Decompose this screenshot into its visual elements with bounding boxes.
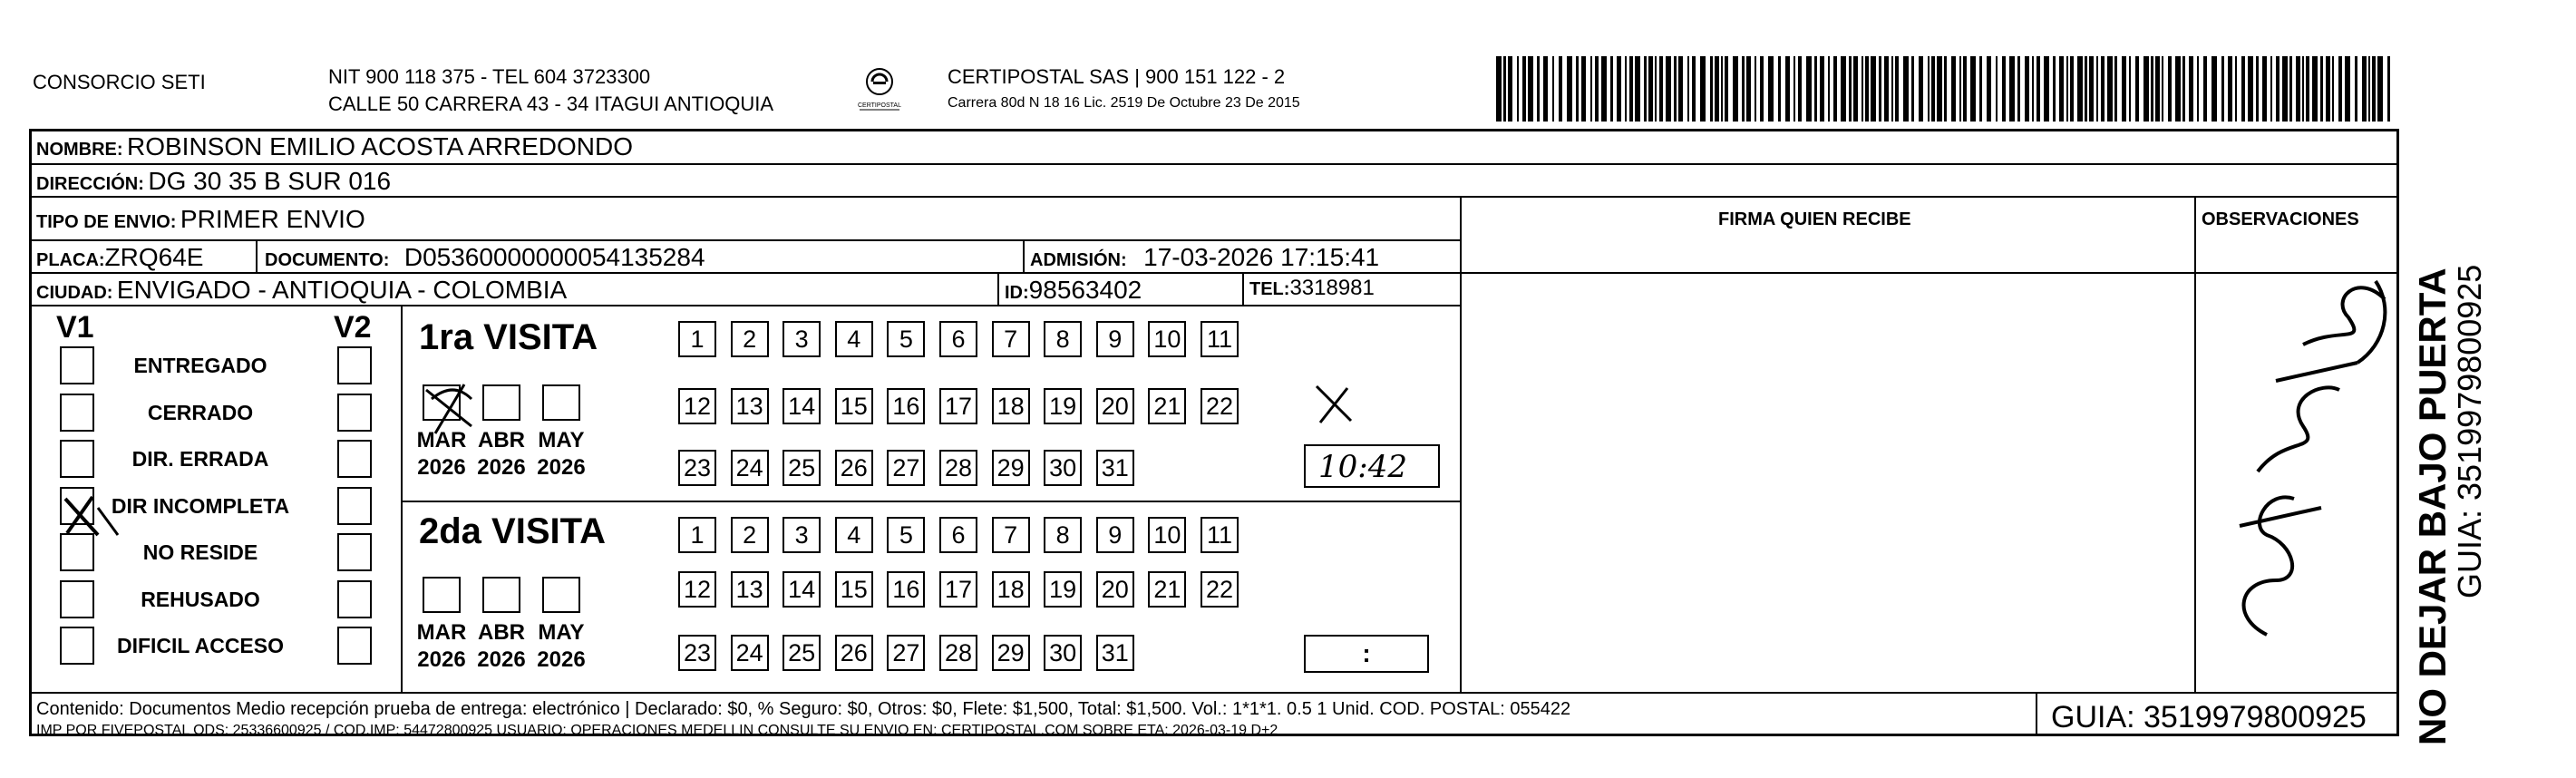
day-checkbox-19[interactable]: 19: [1044, 388, 1082, 424]
direccion-label: DIRECCIÓN:: [36, 174, 144, 194]
day-checkbox-6[interactable]: 6: [939, 517, 977, 553]
day-checkbox-28[interactable]: 28: [939, 450, 977, 486]
status-label: NO RESIDE: [142, 540, 258, 564]
day-checkbox-23[interactable]: 23: [678, 635, 716, 671]
day-checkbox-20[interactable]: 20: [1096, 571, 1134, 608]
day-checkbox-23[interactable]: 23: [678, 450, 716, 486]
day-checkbox-13[interactable]: 13: [731, 388, 769, 424]
company-name: CONSORCIO SETI: [33, 71, 206, 93]
mar-month-check-mark: [426, 384, 471, 433]
day-checkbox-16[interactable]: 16: [887, 388, 925, 424]
footer-guia-box: GUIA: 3519979800925: [2051, 700, 2367, 734]
day-checkbox-12[interactable]: 12: [678, 571, 716, 608]
day-checkbox-2[interactable]: 2: [731, 321, 769, 357]
day-checkbox-24[interactable]: 24: [731, 635, 769, 671]
month-label: MAR: [416, 428, 467, 452]
day-checkbox-9[interactable]: 9: [1096, 321, 1134, 357]
day-checkbox-3[interactable]: 3: [783, 517, 821, 553]
day-checkbox-28[interactable]: 28: [939, 635, 977, 671]
day-checkbox-6[interactable]: 6: [939, 321, 977, 357]
dir-incompleta-check-mark: [65, 497, 118, 535]
day-checkbox-27[interactable]: 27: [887, 450, 925, 486]
certipostal-line: CERTIPOSTAL SAS | 900 151 122 - 2: [948, 65, 1286, 88]
day-checkbox-31[interactable]: 31: [1096, 450, 1134, 486]
day-checkbox-5[interactable]: 5: [887, 517, 925, 553]
footer-contenido: Contenido: Documentos Medio recepción prueba de entrega: electrónico | Declarado: $0, % Seguro: $0, Otros: $0, Flete: $1,500, Total: $1,500. Vol.: 1*1*1. 0.5 1 Unid. COD. POSTAL: 055422: [36, 699, 1571, 719]
day-checkbox-1[interactable]: 1: [678, 321, 716, 357]
day-checkbox-25[interactable]: 25: [783, 635, 821, 671]
day-checkbox-3[interactable]: 3: [783, 321, 821, 357]
signature: [2240, 281, 2385, 635]
placa-label: PLACA:: [36, 250, 105, 270]
company-address: CALLE 50 CARRERA 43 - 34 ITAGUI ANTIOQUIA: [328, 92, 774, 115]
day-checkbox-30[interactable]: 30: [1044, 635, 1082, 671]
visit2-title: 2da VISITA: [419, 511, 606, 551]
day-checkbox-14[interactable]: 14: [783, 388, 821, 424]
status-label: DIR. ERRADA: [131, 447, 269, 471]
month-year: 2026: [417, 647, 466, 672]
tipo-envio-value: PRIMER ENVIO: [180, 205, 365, 233]
side-guia: GUIA: 3519979800925: [2451, 264, 2488, 598]
visit1-time-handwritten: 10:42: [1318, 449, 1407, 485]
documento-label: DOCUMENTO:: [265, 250, 390, 270]
visit1-time-box: [1304, 444, 1440, 488]
v2-label: V2: [334, 310, 372, 345]
day-checkbox-29[interactable]: 29: [992, 635, 1030, 671]
day-checkbox-18[interactable]: 18: [992, 571, 1030, 608]
firma-header: FIRMA QUIEN RECIBE: [1718, 209, 1911, 229]
visit2-time-placeholder: :: [1362, 639, 1371, 667]
day-checkbox-19[interactable]: 19: [1044, 571, 1082, 608]
day-checkbox-7[interactable]: 7: [992, 321, 1030, 357]
day-21-check-mark: [1317, 386, 1351, 423]
month-label: ABR: [478, 428, 525, 452]
nombre-value: ROBINSON EMILIO ACOSTA ARREDONDO: [127, 132, 634, 160]
day-checkbox-11[interactable]: 11: [1201, 517, 1239, 553]
company-nit: NIT 900 118 375 - TEL 604 3723300: [328, 65, 651, 88]
day-checkbox-16[interactable]: 16: [887, 571, 925, 608]
ciudad-value: ENVIGADO - ANTIOQUIA - COLOMBIA: [116, 276, 568, 304]
day-checkbox-18[interactable]: 18: [992, 388, 1030, 424]
day-checkbox-4[interactable]: 4: [835, 321, 873, 357]
day-checkbox-10[interactable]: 10: [1148, 517, 1186, 553]
day-checkbox-2[interactable]: 2: [731, 517, 769, 553]
day-checkbox-1[interactable]: 1: [678, 517, 716, 553]
day-checkbox-15[interactable]: 15: [835, 388, 873, 424]
tel-value: 3318981: [1289, 276, 1375, 300]
day-checkbox-27[interactable]: 27: [887, 635, 925, 671]
status-label: CERRADO: [147, 400, 254, 424]
no-dejar-bajo-puerta: NO DEJAR BAJO PUERTA: [2411, 267, 2454, 745]
day-checkbox-17[interactable]: 17: [939, 388, 977, 424]
observaciones-header: OBSERVACIONES: [2202, 209, 2359, 229]
day-checkbox-20[interactable]: 20: [1096, 388, 1134, 424]
status-label: ENTREGADO: [133, 354, 267, 377]
status-label: REHUSADO: [141, 587, 260, 611]
day-checkbox-29[interactable]: 29: [992, 450, 1030, 486]
id-label: ID:: [1005, 283, 1029, 303]
ciudad-label: CIUDAD:: [36, 283, 113, 303]
id-value: 98563402: [1028, 276, 1142, 304]
month-label: ABR: [478, 620, 525, 645]
day-checkbox-11[interactable]: 11: [1201, 321, 1239, 357]
month-label: MAR: [416, 620, 467, 645]
visit1-title: 1ra VISITA: [419, 317, 598, 357]
placa-value: ZRQ64E: [104, 243, 204, 271]
certipostal-license: Carrera 80d N 18 16 Lic. 2519 De Octubre 23 De 2015: [948, 95, 1300, 111]
day-checkbox-26[interactable]: 26: [835, 450, 873, 486]
status-label: DIR INCOMPLETA: [111, 493, 290, 518]
day-checkbox-17[interactable]: 17: [939, 571, 977, 608]
tipo-envio-label: TIPO DE ENVIO:: [36, 212, 177, 232]
day-checkbox-9[interactable]: 9: [1096, 517, 1134, 553]
day-checkbox-5[interactable]: 5: [887, 321, 925, 357]
direccion-value: DG 30 35 B SUR 016: [148, 167, 392, 195]
day-checkbox-4[interactable]: 4: [835, 517, 873, 553]
day-checkbox-26[interactable]: 26: [835, 635, 873, 671]
month-year: 2026: [537, 455, 586, 480]
day-checkbox-13[interactable]: 13: [731, 571, 769, 608]
admision-label: ADMISIÓN:: [1030, 250, 1127, 270]
documento-value: D05360000000054135284: [403, 243, 705, 271]
day-checkbox-12[interactable]: 12: [678, 388, 716, 424]
day-checkbox-25[interactable]: 25: [783, 450, 821, 486]
month-label: MAY: [538, 428, 585, 452]
month-year: 2026: [477, 455, 526, 480]
day-checkbox-21[interactable]: 21: [1148, 571, 1186, 608]
day-checkbox-30[interactable]: 30: [1044, 450, 1082, 486]
day-checkbox-14[interactable]: 14: [783, 571, 821, 608]
day-checkbox-22[interactable]: 22: [1201, 571, 1239, 608]
day-checkbox-21[interactable]: 21: [1148, 388, 1186, 424]
day-checkbox-8[interactable]: 8: [1044, 517, 1082, 553]
admision-value: 17-03-2026 17:15:41: [1143, 243, 1380, 271]
svg-text:CERTIPOSTAL: CERTIPOSTAL: [858, 102, 901, 109]
footer-imp: IMP POR FIVEPOSTAL ODS: 25336600925 / COD.IMP: 54472800925 USUARIO: OPERACIONES MEDELLIN CONSULTE SU ENVIO EN: CERTIPOSTAL.COM SOBRE ETA: 2026-03-19 D+2: [36, 723, 1278, 738]
tel-label: TEL:: [1249, 279, 1290, 299]
day-checkbox-8[interactable]: 8: [1044, 321, 1082, 357]
month-year: 2026: [537, 647, 586, 672]
day-checkbox-22[interactable]: 22: [1201, 388, 1239, 424]
day-checkbox-24[interactable]: 24: [731, 450, 769, 486]
day-checkbox-10[interactable]: 10: [1148, 321, 1186, 357]
month-year: 2026: [417, 455, 466, 480]
day-checkbox-31[interactable]: 31: [1096, 635, 1134, 671]
nombre-label: NOMBRE:: [36, 140, 123, 160]
status-label: DIFICIL ACCESO: [116, 634, 284, 657]
month-year: 2026: [477, 647, 526, 672]
visit2-time-box: [1304, 635, 1429, 673]
day-checkbox-15[interactable]: 15: [835, 571, 873, 608]
day-checkbox-7[interactable]: 7: [992, 517, 1030, 553]
v1-label: V1: [56, 310, 94, 345]
month-label: MAY: [538, 620, 585, 645]
